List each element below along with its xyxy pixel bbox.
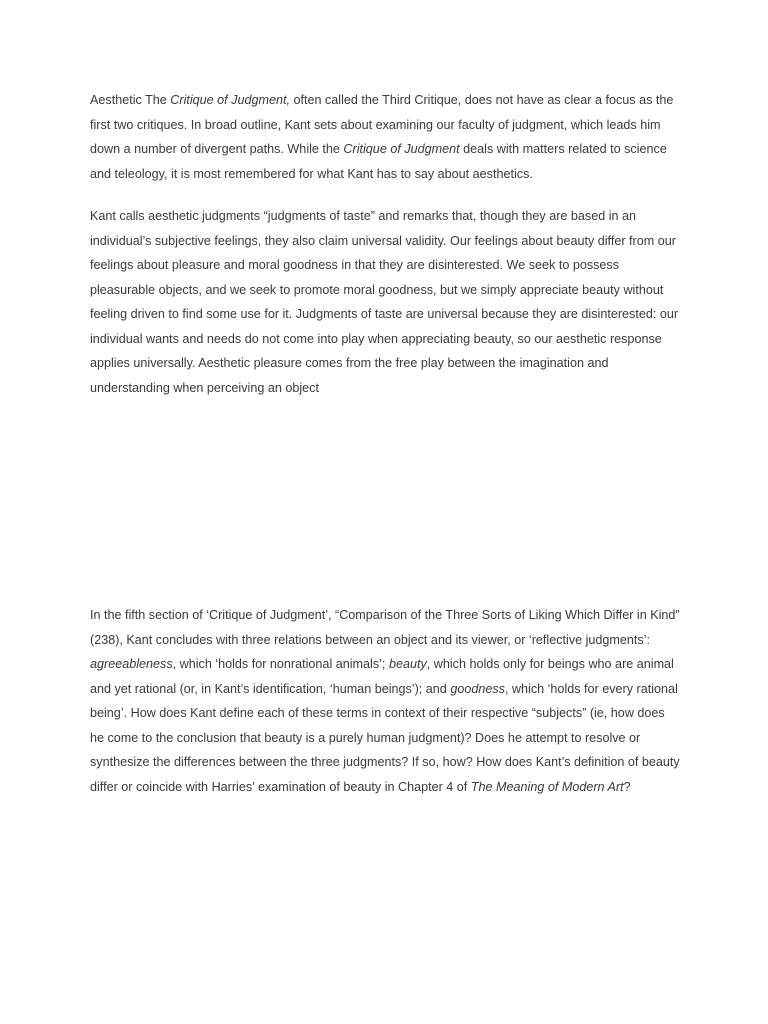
text-segment: often called the Third Critique, does not have as clear a focus as the first two critiques. In broad outline, Kant sets about examining our faculty of judgment, which leads him down a number of divergent paths. While the: [90, 93, 674, 156]
text-segment: Aesthetic The: [90, 93, 171, 107]
paragraph-judgments-of-taste: [90, 204, 680, 400]
paragraph-question: [90, 603, 680, 799]
paragraph-intro: [90, 88, 680, 186]
italic-text: Critique of Judgment,: [170, 93, 290, 107]
text-segment: In the fifth section of ‘Critique of Judgment’, “Comparison of the Three Sorts of Liking Which Differ in Kind” (238), Kant concludes with three relations between an object and its viewer, or ‘reflective judgments’:: [90, 608, 680, 647]
italic-text: Critique of Judgment: [343, 142, 460, 156]
italic-text: The Meaning of Modern Art: [470, 779, 624, 794]
italic-text: goodness: [450, 681, 505, 696]
text-segment: Kant calls aesthetic judgments “judgments of taste” and remarks that, though they are based in an individual’s subjective feelings, they also claim universal validity. Our feelings about beauty differ from our feelings about pleasure and moral goodness in that they are disinterested. We seek to possess pleasurable objects, and we seek to promote moral goodness, but we simply appreciate beauty without feeling driven to find some use for it. Judgments of taste are universal because they are disinterested: our individual wants and needs do not come into play when appreciating beauty, so our aesthetic response applies universally. Aesthetic pleasure comes from the free play between the imagination and understanding when perceiving an object: [90, 209, 679, 395]
italic-text: agreeableness: [90, 657, 173, 671]
text-segment: , which ‘holds for every rational being’. How does Kant define each of these terms in context of their respective “subjects” (ie, how does he come to the conclusion that beauty is a purely human judgment)? Does he attempt to resolve or synthesize the differences between the three judgments? If so, how? How does Kant’s definition of beauty differ or coincide with Harries’ examination of beauty in Chapter 4 of: [90, 681, 680, 794]
text-segment: deals with matters related to science and teleology, it is most remembered for what Kant has to say about aesthetics.: [90, 142, 667, 181]
text-segment: , which holds only for beings who are animal and yet rational (or, in Kant’s identification, ‘human beings’); and: [90, 657, 674, 696]
text-segment: , which ‘holds for nonrational animals’;: [172, 657, 389, 671]
text-segment: ?: [623, 779, 631, 794]
italic-text: beauty: [388, 657, 427, 671]
